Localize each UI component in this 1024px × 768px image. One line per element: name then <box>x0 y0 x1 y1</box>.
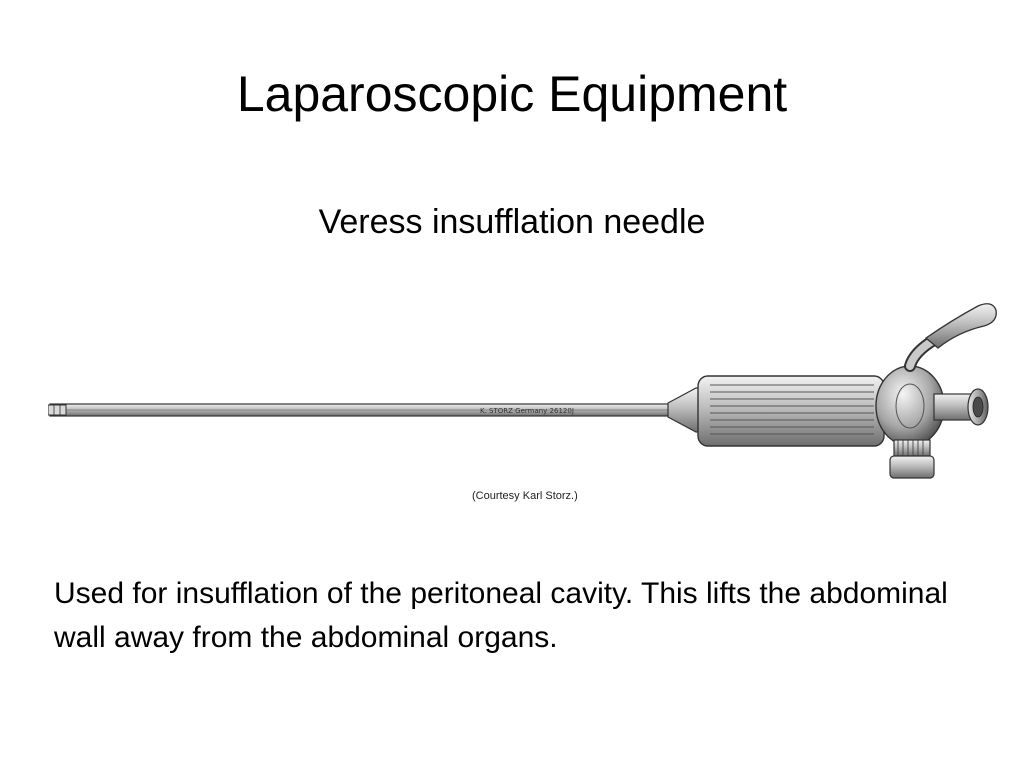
needle-engraving: K. STORZ Germany 26120J <box>480 407 574 415</box>
slide-body-text: Used for insufflation of the peritoneal cavity. This lifts the abdominal wall away from the abdominal organs. <box>54 577 948 654</box>
slide-subtitle: Veress insufflation needle <box>318 203 706 241</box>
veress-needle-icon <box>48 290 1002 510</box>
veress-needle-figure <box>48 290 1002 510</box>
figure-caption: (Courtesy Karl Storz.) <box>472 490 578 502</box>
slide-title: Laparoscopic Equipment <box>236 66 788 122</box>
